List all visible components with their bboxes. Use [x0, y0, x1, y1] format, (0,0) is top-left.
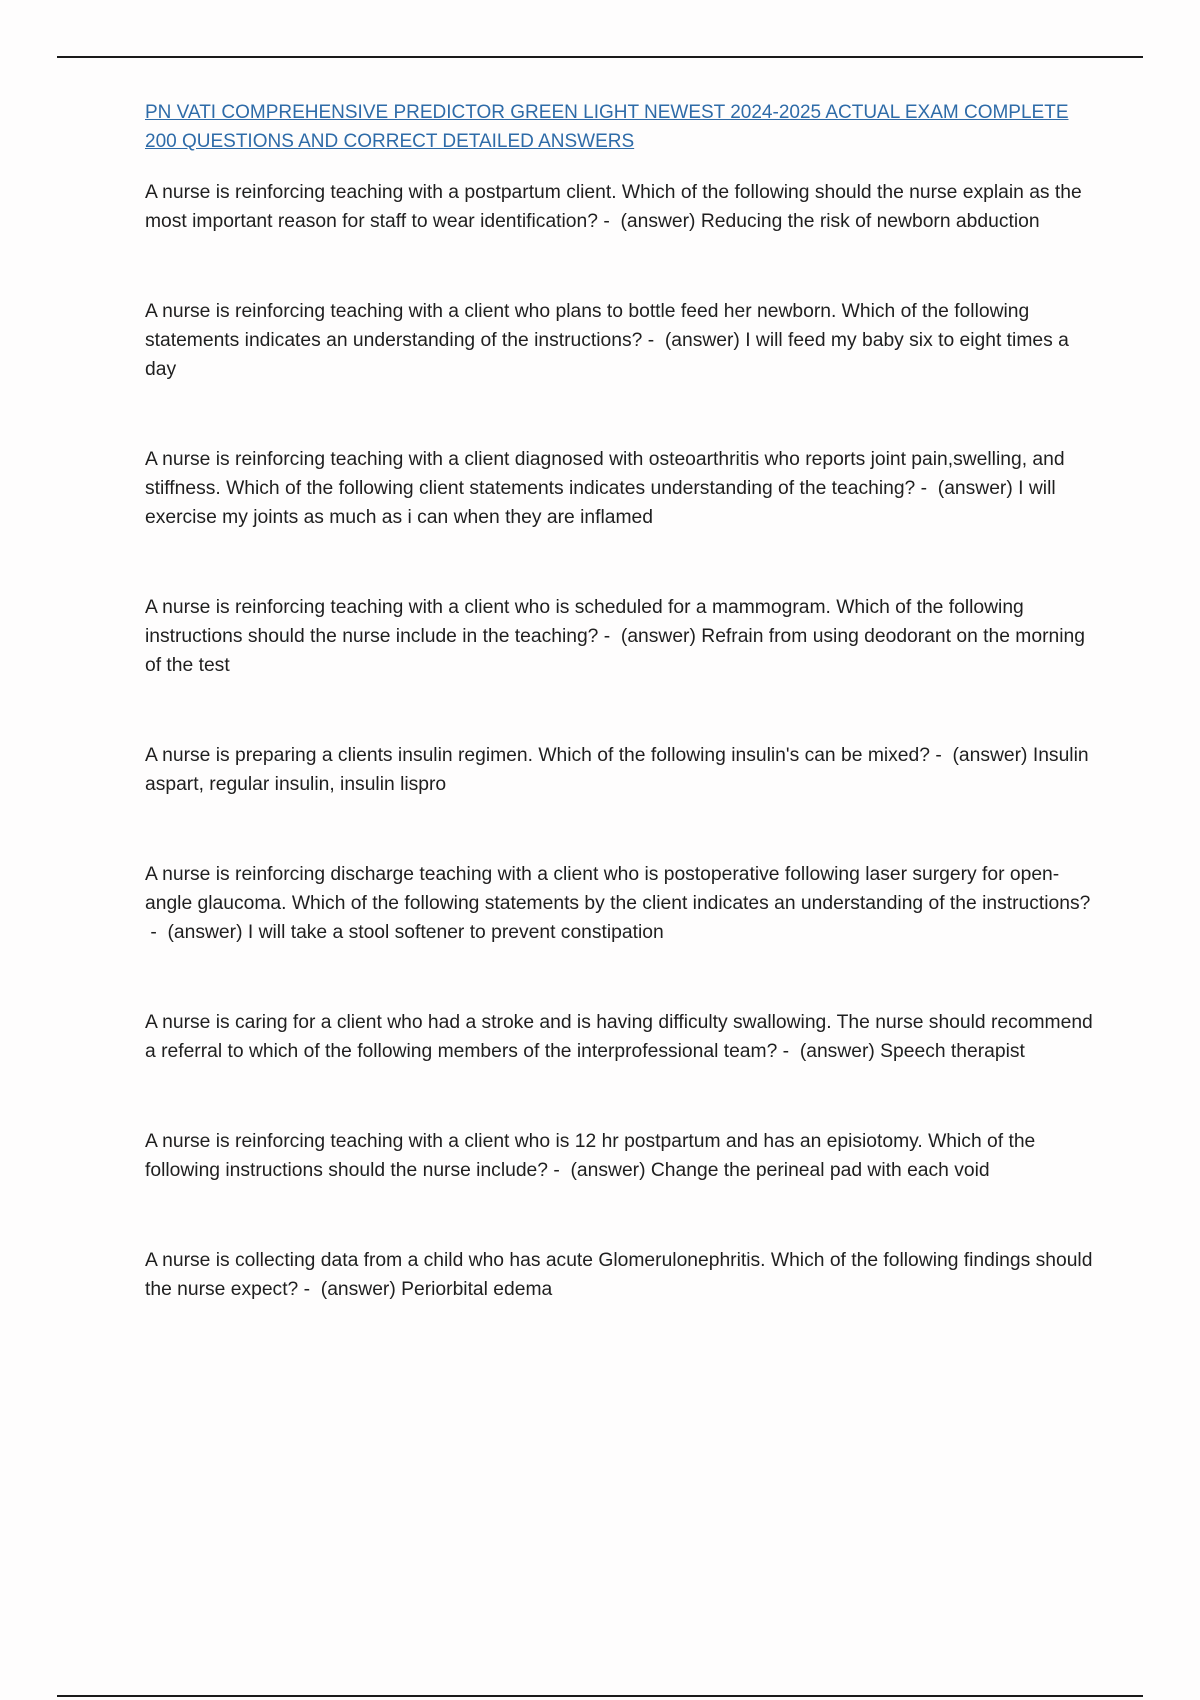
- separator: -: [915, 478, 938, 499]
- question-text: A nurse is reinforcing teaching with a client who is scheduled for a mammogram. Which of the following instructions should the nurse include in the teaching?: [145, 597, 1024, 647]
- qa-item: [145, 860, 1095, 947]
- qa-item: [145, 593, 1095, 680]
- separator: -: [777, 1041, 800, 1062]
- bottom-rule: [57, 1695, 1143, 1697]
- separator: -: [929, 745, 953, 766]
- answer-marker: (answer): [320, 1279, 396, 1300]
- separator: -: [597, 211, 621, 232]
- answer-text: Periorbital edema: [401, 1279, 553, 1300]
- question-text: A nurse is reinforcing teaching with a postpartum client. Which of the following should the nurse explain as the most important reason for staff to wear identification?: [145, 182, 1082, 232]
- separator: -: [642, 330, 665, 351]
- answer-text: Speech therapist: [880, 1041, 1025, 1062]
- separator: -: [145, 922, 168, 943]
- answer-marker: (answer): [570, 1160, 646, 1181]
- document-body: [145, 98, 1095, 1304]
- question-text: A nurse is preparing a clients insulin regimen. Which of the following insulin's can be mixed?: [145, 745, 930, 766]
- question-text: A nurse is reinforcing discharge teaching with a client who is postoperative following laser surgery for open-angle glaucoma. Which of the following statements by the client indicates an understanding of the instructions?: [145, 864, 1091, 914]
- separator: -: [548, 1160, 571, 1181]
- answer-marker: (answer): [799, 1041, 875, 1062]
- question-text: A nurse is caring for a client who had a stroke and is having difficulty swallowing. The nurse should recommend a referral to which of the following members of the interprofessional team?: [145, 1012, 1093, 1062]
- question-text: A nurse is collecting data from a child who has acute Glomerulonephritis. Which of the following findings should the nurse expect?: [145, 1250, 1093, 1300]
- qa-item: [145, 1127, 1095, 1185]
- top-rule: [57, 56, 1143, 58]
- answer-text: I will exercise my joints as much as i can when they are inflamed: [145, 478, 1056, 528]
- qa-item: [145, 741, 1095, 799]
- qa-item: [145, 178, 1095, 236]
- answer-marker: (answer): [952, 745, 1028, 766]
- question-text: A nurse is reinforcing teaching with a client who plans to bottle feed her newborn. Which of the following statements indicates an understanding of the instructions?: [145, 301, 1030, 351]
- qa-item: [145, 1246, 1095, 1304]
- separator: -: [598, 626, 621, 647]
- answer-marker: (answer): [620, 211, 696, 232]
- question-text: A nurse is reinforcing teaching with a client who is 12 hr postpartum and has an episiotomy. Which of the following instructions should the nurse include?: [145, 1131, 1036, 1181]
- qa-item: [145, 445, 1095, 532]
- answer-marker: (answer): [664, 330, 740, 351]
- qa-item: [145, 297, 1095, 384]
- answer-text: I will take a stool softener to prevent constipation: [247, 922, 664, 943]
- qa-item: [145, 1008, 1095, 1066]
- answer-text: I will feed my baby six to eight times a day: [145, 330, 1069, 380]
- answer-text: Refrain from using deodorant on the morning of the test: [145, 626, 1085, 676]
- answer-marker: (answer): [167, 922, 243, 943]
- question-text: A nurse is reinforcing teaching with a client diagnosed with osteoarthritis who reports joint pain,swelling, and stiffness. Which of the following client statements indicates understanding of the teaching?: [145, 449, 1065, 499]
- answer-text: Reducing the risk of newborn abduction: [700, 211, 1040, 232]
- answer-marker: (answer): [620, 626, 696, 647]
- document-title-link[interactable]: PN VATI COMPREHENSIVE PREDICTOR GREEN LIGHT NEWEST 2024-2025 ACTUAL EXAM COMPLETE 200 QUESTIONS AND CORRECT DETAILED ANSWERS: [145, 102, 1069, 152]
- separator: -: [298, 1279, 321, 1300]
- answer-marker: (answer): [937, 478, 1013, 499]
- answer-text: Change the perineal pad with each void: [650, 1160, 990, 1181]
- answer-text: Insulin aspart, regular insulin, insulin lispro: [145, 745, 1089, 795]
